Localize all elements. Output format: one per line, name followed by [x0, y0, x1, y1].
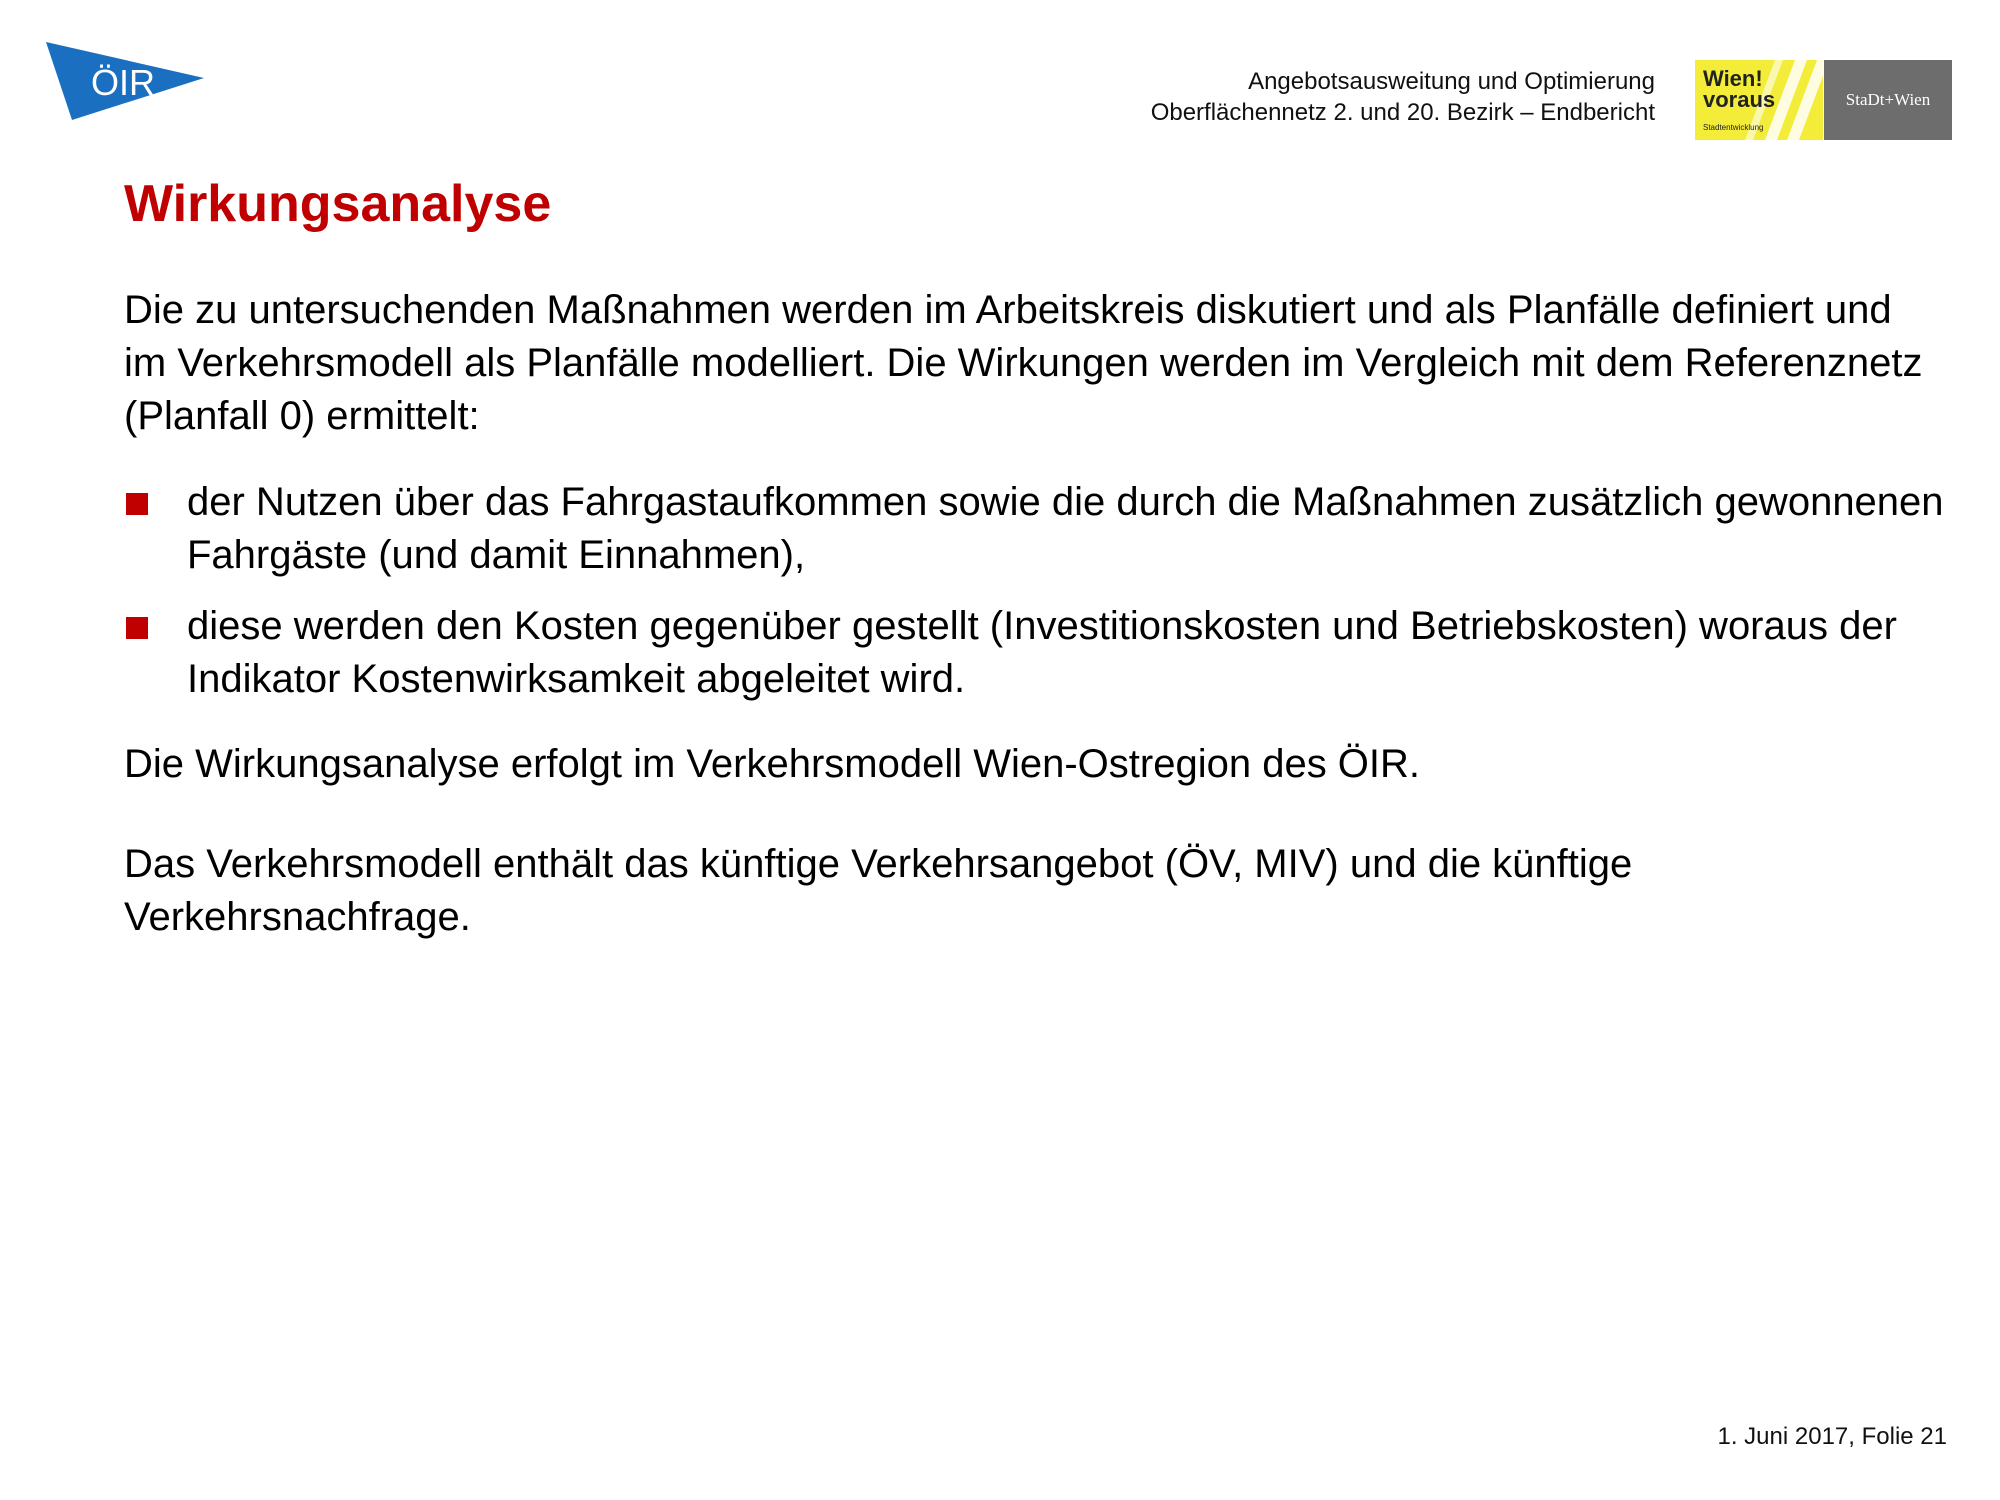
list-item — [124, 476, 1944, 582]
stadt-wien-logo — [1824, 60, 1952, 140]
document-header — [1151, 66, 1655, 128]
wien-voraus-line2: voraus — [1703, 87, 1776, 112]
list-item — [124, 600, 1944, 706]
slide-footer: 1. Juni 2017, Folie 21 — [1717, 1423, 1947, 1450]
model-content-paragraph: Das Verkehrsmodell enthält das künftige Verkehrsangebot (ÖV, MIV) und die künftige Verkehrsnachfrage. — [124, 842, 1633, 939]
bullet-text: der Nutzen über das Fahrgastaufkommen sowie die durch die Maßnahmen zusätzlich gewonnenen Fahrgäste (und damit Einnahmen), — [187, 480, 1944, 577]
intro-paragraph: Die zu untersuchenden Maßnahmen werden im Arbeitskreis diskutiert und als Planfälle definiert und im Verkehrsmodell als Planfälle modelliert. Die Wirkungen werden im Vergleich mit dem Referenznetz (Planfall 0) ermittelt: — [124, 288, 1923, 438]
wien-voraus-line3: Stadtentwicklung — [1703, 123, 1764, 132]
wien-voraus-logo — [1695, 60, 1823, 140]
wien-voraus-line1: Wien! — [1703, 66, 1763, 91]
square-bullet-icon — [126, 493, 148, 515]
header-title-line1: Angebotsausweitung und Optimierung — [1248, 68, 1655, 95]
page-title: Wirkungsanalyse — [124, 175, 552, 233]
stadt-wien-text: StaDt+Wien — [1845, 90, 1931, 109]
square-bullet-icon — [126, 617, 148, 639]
bullet-list — [124, 476, 1944, 724]
model-paragraph: Die Wirkungsanalyse erfolgt im Verkehrsmodell Wien-Ostregion des ÖIR. — [124, 742, 1421, 786]
oir-logo — [46, 38, 206, 124]
header-title-line2: Oberflächennetz 2. und 20. Bezirk – Endbericht — [1150, 99, 1655, 126]
oir-logo-text: ÖIR — [91, 62, 156, 103]
bullet-text: diese werden den Kosten gegenüber gestellt (Investitionskosten und Betriebskosten) woraus der Indikator Kostenwirksamkeit abgeleitet wird. — [187, 604, 1897, 701]
